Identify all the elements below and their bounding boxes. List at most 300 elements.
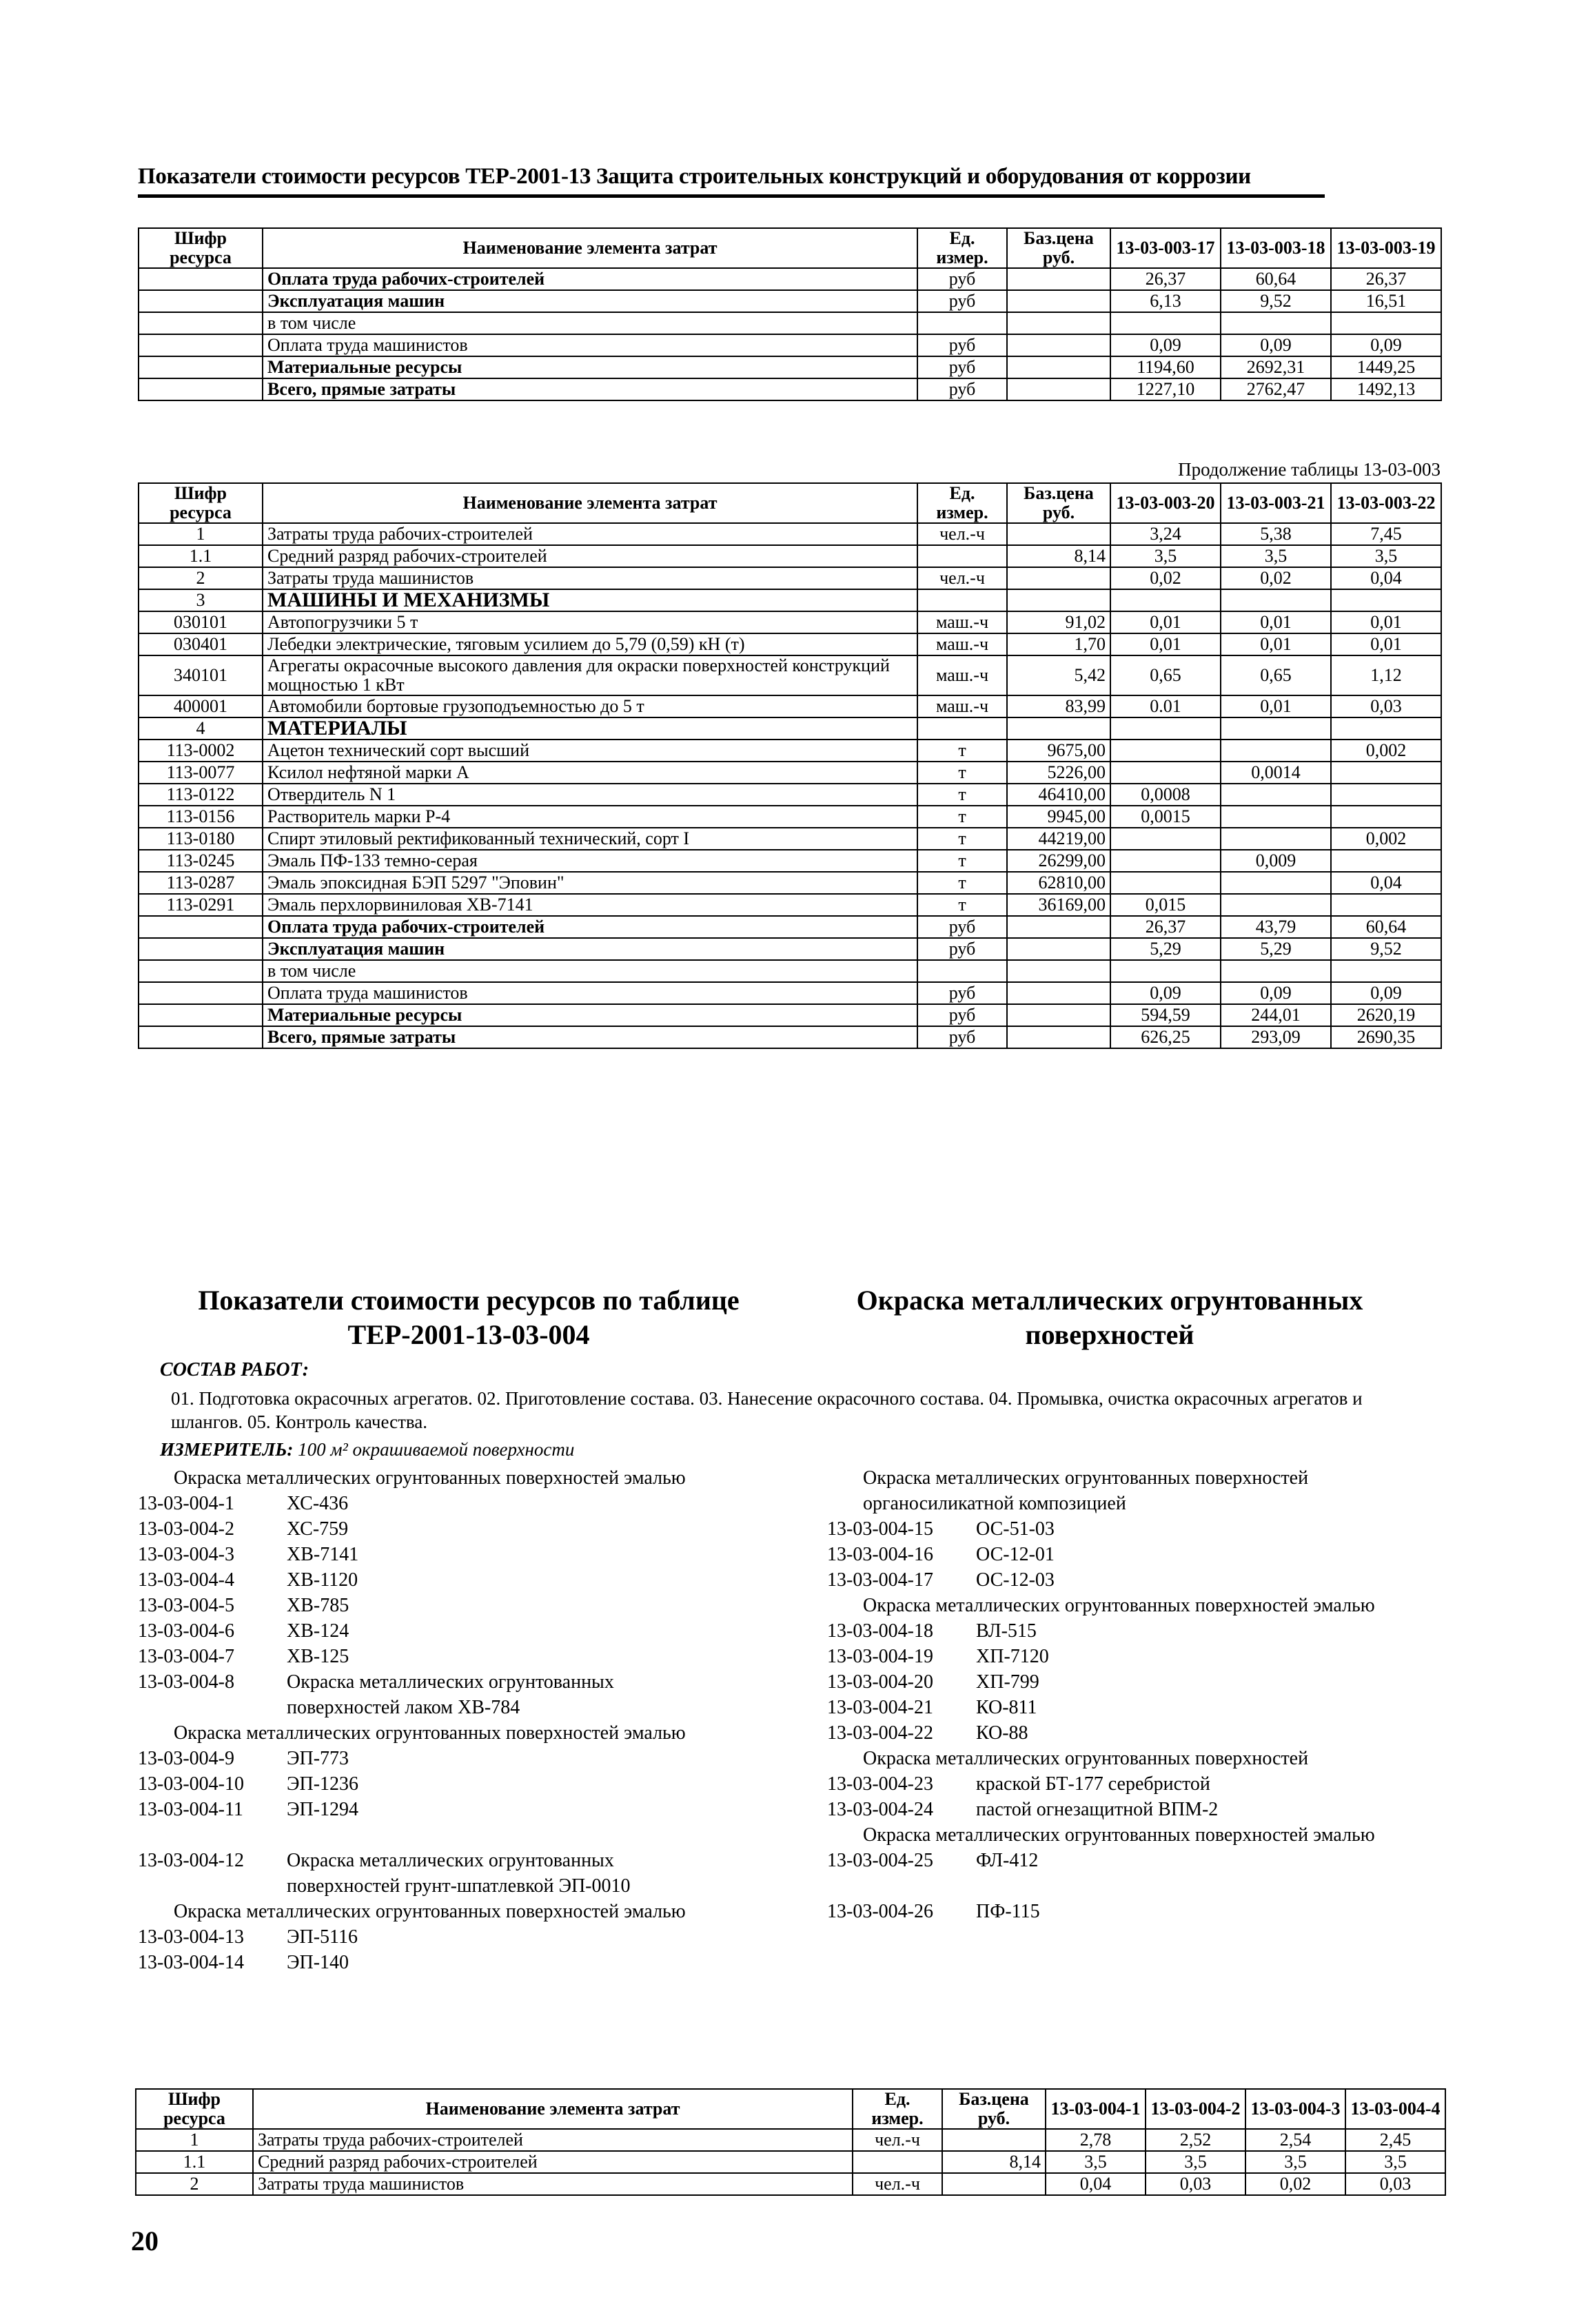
cell-value: 594,59	[1110, 1004, 1221, 1026]
cell-value: 7,45	[1331, 523, 1441, 545]
list-item	[138, 1771, 731, 1797]
table-row	[139, 850, 1441, 872]
cell-value: 0,02	[1110, 567, 1221, 589]
cell-value	[1331, 717, 1441, 740]
cell-code: 2	[139, 567, 263, 589]
cell-code	[139, 334, 263, 356]
cell-name: в том числе	[263, 960, 917, 982]
cell-price	[1007, 356, 1110, 378]
cell-value: 0,0015	[1110, 806, 1221, 828]
cell-price	[1007, 916, 1110, 938]
table-row	[136, 2151, 1445, 2173]
measure-line	[160, 1439, 574, 1460]
cell-name: Автопогрузчики 5 т	[263, 611, 917, 633]
cell-code: 4	[139, 717, 263, 740]
cell-code: 1	[136, 2129, 253, 2151]
cell-value: 0,03	[1345, 2173, 1445, 2195]
cell-price	[1007, 378, 1110, 400]
list-group-heading: Окраска металлических огрунтованных поверхностей органосиликатной композицией	[863, 1467, 1309, 1514]
col-header: 13-03-003-17	[1110, 228, 1221, 268]
cell-unit: чел.-ч	[853, 2173, 942, 2195]
cell-price	[1007, 312, 1110, 334]
cell-value: 0,03	[1331, 695, 1441, 717]
cell-value	[1331, 312, 1441, 334]
cell-value	[1331, 850, 1441, 872]
cell-value: 0.01	[1110, 695, 1221, 717]
rate-code: 13-03-004-16	[827, 1544, 933, 1565]
cell-value: 0,09	[1331, 334, 1441, 356]
cell-price	[1007, 523, 1110, 545]
cell-unit: маш.-ч	[917, 655, 1007, 695]
cell-code: 113-0291	[139, 894, 263, 916]
cost-table-13-03-003-part2	[138, 482, 1442, 1049]
col-name-header: Наименование элемента затрат	[263, 228, 917, 268]
cell-code	[139, 1026, 263, 1048]
cell-value	[1331, 589, 1441, 611]
col-header: 13-03-004-2	[1146, 2089, 1245, 2129]
cell-value: 0,03	[1146, 2173, 1245, 2195]
cell-value	[1110, 717, 1221, 740]
list-item	[138, 1746, 731, 1771]
rate-name: ФЛ-412	[976, 1850, 1039, 1871]
col-price-header: Баз.цена руб.	[1007, 483, 1110, 523]
col-header: 13-03-003-22	[1331, 483, 1441, 523]
list-item	[827, 1618, 1420, 1644]
rate-name: Окраска металлических огрунтованных поверхностей грунт-шпатлевкой ЭП-0010	[287, 1850, 631, 1897]
cell-code: 030401	[139, 633, 263, 655]
cell-unit	[917, 717, 1007, 740]
cell-value: 0,0008	[1110, 784, 1221, 806]
cell-code: 113-0077	[139, 762, 263, 784]
table-row	[139, 545, 1441, 567]
cost-table-13-03-003-part1	[138, 227, 1442, 401]
table-row	[139, 523, 1441, 545]
list-item	[138, 1924, 731, 1950]
cell-code: 1.1	[136, 2151, 253, 2173]
cell-price: 62810,00	[1007, 872, 1110, 894]
list-item	[827, 1848, 1420, 1873]
list-item	[827, 1516, 1420, 1542]
rate-code: 13-03-004-2	[138, 1518, 234, 1540]
cell-value: 1449,25	[1331, 356, 1441, 378]
list-item	[138, 1542, 731, 1567]
cell-name: Эмаль перхлорвиниловая ХВ-7141	[263, 894, 917, 916]
cell-name: Эмаль эпоксидная БЭП 5297 "Эповин"	[263, 872, 917, 894]
table-row	[139, 916, 1441, 938]
table-row	[139, 806, 1441, 828]
table-header-row	[139, 483, 1441, 523]
cell-value: 3,24	[1110, 523, 1221, 545]
rate-code: 13-03-004-4	[138, 1569, 234, 1591]
cell-name: Всего, прямые затраты	[263, 1026, 917, 1048]
table-row	[139, 784, 1441, 806]
cell-price: 36169,00	[1007, 894, 1110, 916]
list-group-heading: Окраска металлических огрунтованных поверхностей	[863, 1748, 1309, 1769]
cell-name: Оплата труда машинистов	[263, 982, 917, 1004]
cell-unit: чел.-ч	[917, 567, 1007, 589]
rate-name: пастой огнезащитной ВПМ-2	[976, 1799, 1219, 1820]
cell-value: 5,38	[1221, 523, 1331, 545]
cell-unit	[917, 960, 1007, 982]
cell-unit: т	[917, 762, 1007, 784]
table-row	[139, 290, 1441, 312]
section-title: Показатели стоимости ресурсов по таблице ТЕР-2001-13-03-004	[198, 1285, 740, 1350]
cell-value: 0,09	[1221, 334, 1331, 356]
cell-value: 3,5	[1245, 2151, 1345, 2173]
cell-price	[942, 2129, 1046, 2151]
cell-unit: руб	[917, 982, 1007, 1004]
rate-code: 13-03-004-23	[827, 1773, 933, 1795]
table-row	[139, 828, 1441, 850]
cell-price	[942, 2173, 1046, 2195]
list-item	[138, 1644, 731, 1669]
cell-value: 60,64	[1331, 916, 1441, 938]
cell-price: 91,02	[1007, 611, 1110, 633]
rate-name: Окраска металлических огрунтованных поверхностей лаком ХВ-784	[287, 1671, 614, 1718]
cell-value	[1221, 589, 1331, 611]
cell-unit	[917, 545, 1007, 567]
cell-value: 0,04	[1046, 2173, 1146, 2195]
list-group-heading: Окраска металлических огрунтованных поверхностей эмалью	[863, 1824, 1375, 1846]
col-name-header: Наименование элемента затрат	[263, 483, 917, 523]
col-header: 13-03-004-3	[1245, 2089, 1345, 2129]
cell-code: 340101	[139, 655, 263, 695]
table-row	[139, 894, 1441, 916]
col-unit-header: Ед. измер.	[917, 228, 1007, 268]
cell-name: Растворитель марки Р-4	[263, 806, 917, 828]
col-code-header: Шифр ресурса	[136, 2089, 253, 2129]
cell-value	[1110, 312, 1221, 334]
cell-value: 16,51	[1331, 290, 1441, 312]
cell-unit: т	[917, 872, 1007, 894]
cell-value: 2,52	[1146, 2129, 1245, 2151]
cell-value	[1331, 960, 1441, 982]
cell-unit	[853, 2151, 942, 2173]
cell-name: МАШИНЫ И МЕХАНИЗМЫ	[263, 589, 917, 611]
cell-value: 0,65	[1110, 655, 1221, 695]
col-name-header: Наименование элемента затрат	[253, 2089, 853, 2129]
cell-code: 113-0245	[139, 850, 263, 872]
rate-name: ХП-7120	[976, 1646, 1049, 1667]
table-continuation-label: Продолжение таблицы 13-03-003	[1178, 459, 1441, 480]
cell-unit: т	[917, 850, 1007, 872]
list-group-heading: Окраска металлических огрунтованных поверхностей эмалью	[174, 1467, 686, 1489]
rate-name: ХВ-7141	[287, 1544, 359, 1565]
cell-price	[1007, 1026, 1110, 1048]
cell-price: 46410,00	[1007, 784, 1110, 806]
cell-value	[1221, 828, 1331, 850]
cell-price	[1007, 960, 1110, 982]
list-item	[827, 1771, 1420, 1797]
table-row	[139, 695, 1441, 717]
cell-code	[139, 982, 263, 1004]
right-code-list	[827, 1465, 1420, 1924]
cell-code: 113-0287	[139, 872, 263, 894]
cell-unit: руб	[917, 290, 1007, 312]
table-row	[139, 717, 1441, 740]
cell-unit: маш.-ч	[917, 633, 1007, 655]
cell-value: 2,78	[1046, 2129, 1146, 2151]
col-code-header: Шифр ресурса	[139, 228, 263, 268]
cell-name: Эмаль ПФ-133 темно-серая	[263, 850, 917, 872]
table-header-row	[139, 228, 1441, 268]
table-row	[136, 2129, 1445, 2151]
rate-code: 13-03-004-14	[138, 1952, 244, 1973]
cell-value: 3,5	[1331, 545, 1441, 567]
list-group-heading: Окраска металлических огрунтованных поверхностей эмалью	[174, 1722, 686, 1744]
cell-value	[1110, 762, 1221, 784]
rate-name: ХВ-1120	[287, 1569, 358, 1591]
table-header-row	[136, 2089, 1445, 2129]
rate-name: КО-88	[976, 1722, 1028, 1744]
list-spacer	[138, 1822, 731, 1848]
cell-price: 5226,00	[1007, 762, 1110, 784]
cell-price: 9945,00	[1007, 806, 1110, 828]
cell-value: 9,52	[1331, 938, 1441, 960]
table-row	[139, 312, 1441, 334]
rate-code: 13-03-004-21	[827, 1697, 933, 1718]
table-row	[139, 740, 1441, 762]
cell-unit	[917, 312, 1007, 334]
cell-price	[1007, 290, 1110, 312]
cell-unit: руб	[917, 378, 1007, 400]
cell-value	[1221, 872, 1331, 894]
cell-price	[1007, 334, 1110, 356]
cell-unit: т	[917, 806, 1007, 828]
cell-value: 293,09	[1221, 1026, 1331, 1048]
cell-value	[1221, 740, 1331, 762]
cell-name: Материальные ресурсы	[263, 356, 917, 378]
cell-value	[1221, 960, 1331, 982]
list-item	[827, 1899, 1420, 1924]
cell-value	[1221, 312, 1331, 334]
cell-name: Эксплуатация машин	[263, 290, 917, 312]
list-item	[827, 1567, 1420, 1593]
cell-value: 3,5	[1221, 545, 1331, 567]
left-code-list	[138, 1465, 731, 1975]
cell-value: 5,29	[1110, 938, 1221, 960]
list-item	[138, 1669, 731, 1720]
rate-code: 13-03-004-24	[827, 1799, 933, 1820]
cell-name: Оплата труда рабочих-строителей	[263, 268, 917, 290]
cell-value: 0,01	[1331, 633, 1441, 655]
cell-value: 626,25	[1110, 1026, 1221, 1048]
cell-name: Ацетон технический сорт высший	[263, 740, 917, 762]
cell-value: 0,01	[1110, 633, 1221, 655]
cell-price	[1007, 567, 1110, 589]
cell-unit: чел.-ч	[853, 2129, 942, 2151]
cell-value: 0,01	[1221, 695, 1331, 717]
rate-name: ХВ-124	[287, 1620, 349, 1642]
cell-name: Затраты труда машинистов	[263, 567, 917, 589]
table-row	[139, 356, 1441, 378]
cell-value: 0,09	[1110, 334, 1221, 356]
cell-value: 2692,31	[1221, 356, 1331, 378]
col-unit-header: Ед. измер.	[917, 483, 1007, 523]
cell-name: Оплата труда рабочих-строителей	[263, 916, 917, 938]
measure-text: 100 м² окрашиваемой поверхности	[298, 1439, 575, 1460]
page-number: 20	[131, 2225, 159, 2256]
measure-label: ИЗМЕРИТЕЛЬ:	[160, 1439, 294, 1460]
cell-code: 113-0002	[139, 740, 263, 762]
cell-name: Оплата труда машинистов	[263, 334, 917, 356]
col-price-header: Баз.цена руб.	[942, 2089, 1046, 2129]
cell-value: 0,09	[1110, 982, 1221, 1004]
rate-code: 13-03-004-10	[138, 1773, 244, 1795]
list-item	[138, 1516, 731, 1542]
cell-name: Затраты труда рабочих-строителей	[263, 523, 917, 545]
cell-price: 83,99	[1007, 695, 1110, 717]
cell-value	[1221, 894, 1331, 916]
cell-code	[139, 916, 263, 938]
cell-code	[139, 960, 263, 982]
cell-value	[1331, 784, 1441, 806]
col-code-header: Шифр ресурса	[139, 483, 263, 523]
list-item	[138, 1950, 731, 1975]
rate-code: 13-03-004-20	[827, 1671, 933, 1693]
cell-name: Отвердитель N 1	[263, 784, 917, 806]
list-item	[827, 1542, 1420, 1567]
cell-value: 0,015	[1110, 894, 1221, 916]
rate-code: 13-03-004-13	[138, 1926, 244, 1948]
cell-price	[1007, 589, 1110, 611]
table-row	[139, 589, 1441, 611]
rate-code: 13-03-004-11	[138, 1799, 243, 1820]
page-header: Показатели стоимости ресурсов ТЕР-2001-13 Защита строительных конструкций и оборудования от коррозии	[138, 164, 1251, 189]
cell-value: 0,65	[1221, 655, 1331, 695]
work-composition-text: 01. Подготовка окрасочных агрегатов. 02. Приготовление состава. 03. Нанесение окрасочного состава. 04. Промывка, очистка окрасочных агрегатов и шлангов. 05. Контроль качества.	[171, 1388, 1363, 1432]
cell-value: 0,02	[1221, 567, 1331, 589]
section-subtitle: Окраска металлических огрунтованных поверхностей	[856, 1285, 1363, 1350]
cell-value: 0,09	[1331, 982, 1441, 1004]
table-row	[139, 1026, 1441, 1048]
cell-value: 1227,10	[1110, 378, 1221, 400]
cell-name: Автомобили бортовые грузоподъемностью до 5 т	[263, 695, 917, 717]
rate-name: ЭП-1294	[287, 1799, 359, 1820]
cell-code: 1	[139, 523, 263, 545]
cell-code	[139, 356, 263, 378]
table-row	[139, 611, 1441, 633]
rate-name: ОС-12-01	[976, 1544, 1055, 1565]
rate-code: 13-03-004-22	[827, 1722, 933, 1744]
cell-value	[1331, 806, 1441, 828]
cell-value: 0,002	[1331, 828, 1441, 850]
cell-value: 0,01	[1331, 611, 1441, 633]
cell-code	[139, 1004, 263, 1026]
rate-code: 13-03-004-5	[138, 1595, 234, 1616]
list-spacer	[827, 1873, 1420, 1899]
cell-unit: руб	[917, 916, 1007, 938]
col-price-header: Баз.цена руб.	[1007, 228, 1110, 268]
cell-value: 0,02	[1245, 2173, 1345, 2195]
rate-code: 13-03-004-26	[827, 1901, 933, 1922]
cell-price: 8,14	[1007, 545, 1110, 567]
cell-value	[1110, 872, 1221, 894]
rate-name: ЭП-5116	[287, 1926, 358, 1948]
cell-value: 2690,35	[1331, 1026, 1441, 1048]
table-row	[139, 334, 1441, 356]
cell-value: 2,54	[1245, 2129, 1345, 2151]
col-header: 13-03-003-20	[1110, 483, 1221, 523]
list-group-heading: Окраска металлических огрунтованных поверхностей эмалью	[863, 1595, 1375, 1616]
work-composition-label: СОСТАВ РАБОТ:	[160, 1359, 309, 1380]
cell-name: в том числе	[263, 312, 917, 334]
cell-unit: маш.-ч	[917, 611, 1007, 633]
cell-price	[1007, 938, 1110, 960]
cell-value: 26,37	[1110, 268, 1221, 290]
cell-name: Всего, прямые затраты	[263, 378, 917, 400]
table-row	[139, 655, 1441, 695]
rate-code: 13-03-004-18	[827, 1620, 933, 1642]
cell-code: 400001	[139, 695, 263, 717]
rate-name: ХВ-785	[287, 1595, 349, 1616]
rate-code: 13-03-004-17	[827, 1569, 933, 1591]
rate-code: 13-03-004-9	[138, 1748, 234, 1769]
cell-name: Материальные ресурсы	[263, 1004, 917, 1026]
cell-value: 0,009	[1221, 850, 1331, 872]
col-unit-header: Ед. измер.	[853, 2089, 942, 2129]
rate-name: ЭП-140	[287, 1952, 349, 1973]
rate-code: 13-03-004-15	[827, 1518, 933, 1540]
cell-value	[1221, 806, 1331, 828]
cell-value	[1110, 850, 1221, 872]
rate-name: ХС-436	[287, 1493, 349, 1514]
cell-code: 2	[136, 2173, 253, 2195]
cell-value: 26,37	[1331, 268, 1441, 290]
cell-value	[1221, 784, 1331, 806]
col-header: 13-03-003-21	[1221, 483, 1331, 523]
table-row	[139, 982, 1441, 1004]
list-item	[138, 1593, 731, 1618]
list-item	[827, 1797, 1420, 1822]
list-item	[138, 1848, 731, 1899]
cell-value: 1194,60	[1110, 356, 1221, 378]
table-row	[139, 633, 1441, 655]
cell-name: Эксплуатация машин	[263, 938, 917, 960]
rate-name: ВЛ-515	[976, 1620, 1037, 1642]
list-item	[138, 1797, 731, 1822]
cell-value: 2,45	[1345, 2129, 1445, 2151]
rate-name: ПФ-115	[976, 1901, 1040, 1922]
cell-value: 60,64	[1221, 268, 1331, 290]
cell-value	[1110, 960, 1221, 982]
cell-price: 26299,00	[1007, 850, 1110, 872]
rate-code: 13-03-004-8	[138, 1671, 234, 1693]
list-item	[138, 1618, 731, 1644]
rate-name: ОС-51-03	[976, 1518, 1055, 1540]
cell-code: 113-0180	[139, 828, 263, 850]
cell-price	[1007, 982, 1110, 1004]
cost-table-13-03-004	[135, 2088, 1446, 2196]
cell-code	[139, 378, 263, 400]
cell-code: 113-0156	[139, 806, 263, 828]
cell-price: 8,14	[942, 2151, 1046, 2173]
table-row	[136, 2173, 1445, 2195]
cell-value: 9,52	[1221, 290, 1331, 312]
cell-price	[1007, 717, 1110, 740]
rate-code: 13-03-004-25	[827, 1850, 933, 1871]
cell-value: 3,5	[1046, 2151, 1146, 2173]
cell-unit: чел.-ч	[917, 523, 1007, 545]
cell-value: 6,13	[1110, 290, 1221, 312]
cell-value	[1221, 717, 1331, 740]
table-row	[139, 762, 1441, 784]
list-item	[138, 1567, 731, 1593]
cell-value: 244,01	[1221, 1004, 1331, 1026]
cell-unit: т	[917, 894, 1007, 916]
cell-price: 1,70	[1007, 633, 1110, 655]
cell-unit: маш.-ч	[917, 695, 1007, 717]
